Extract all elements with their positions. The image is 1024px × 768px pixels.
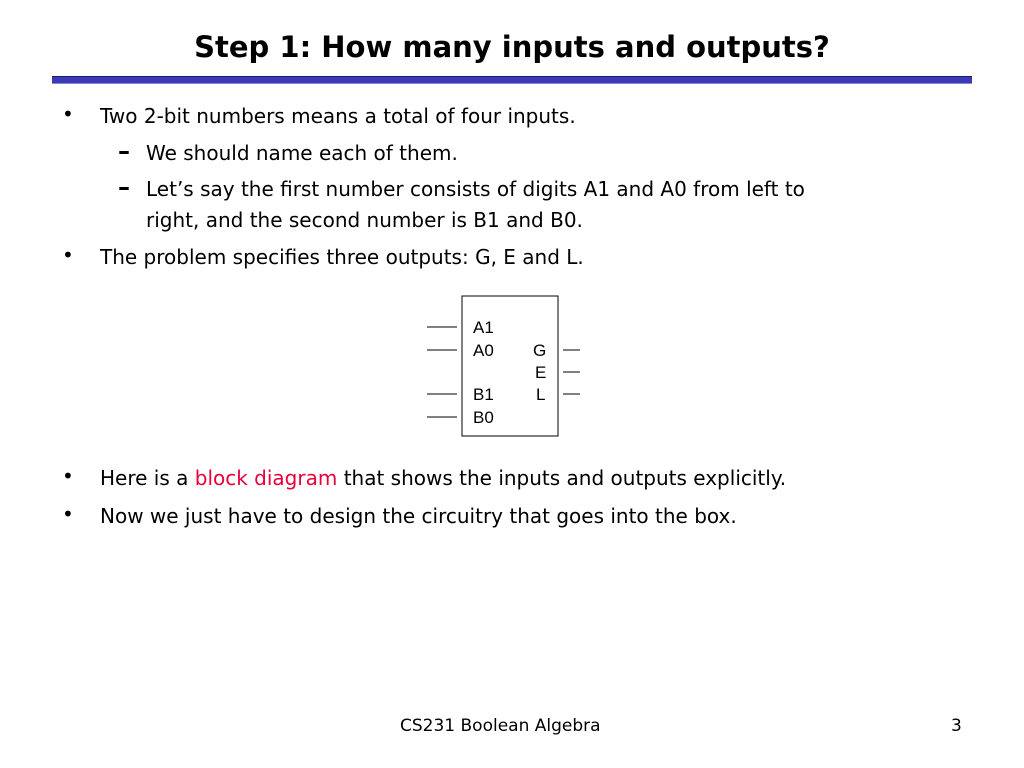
bullet-marker: • [62, 102, 74, 126]
sub-bullet-text-line2: right, and the second number is B1 and B0. [146, 208, 583, 232]
input-label: A0 [473, 341, 494, 360]
input-label: B1 [473, 385, 494, 404]
dash-marker: – [118, 137, 130, 165]
input-label: A1 [473, 318, 494, 337]
bullet-text: The problem specifies three outputs: G, E and L. [100, 245, 584, 269]
sub-bullet-text: We should name each of them. [146, 141, 458, 165]
bullet-text: Now we just have to design the circuitry that goes into the box. [100, 504, 737, 528]
slide-title: Step 1: How many inputs and outputs? [194, 30, 830, 64]
sub-bullet-text-line1: Let’s say the first number consists of digits A1 and A0 from left to [146, 177, 805, 201]
input-label: B0 [473, 408, 494, 427]
dash-marker: – [118, 173, 130, 201]
bullet-text-post: that shows the inputs and outputs explicitly. [337, 466, 787, 490]
title-divider [52, 76, 972, 84]
footer-course: CS231 Boolean Algebra [400, 716, 601, 736]
block-diagram-term: block diagram [194, 466, 338, 490]
bullet-marker: • [62, 502, 74, 526]
bullet-text-pre: Here is a [100, 466, 195, 490]
bullet-text [100, 465, 786, 491]
block-diagram [425, 294, 595, 440]
bullet-marker: • [62, 464, 74, 488]
output-label: L [536, 385, 546, 404]
output-label: E [535, 363, 547, 382]
bullet-text: Two 2-bit numbers means a total of four inputs. [100, 104, 576, 128]
bullet-marker: • [62, 243, 74, 267]
page-number: 3 [951, 716, 962, 736]
output-label: G [533, 341, 547, 360]
